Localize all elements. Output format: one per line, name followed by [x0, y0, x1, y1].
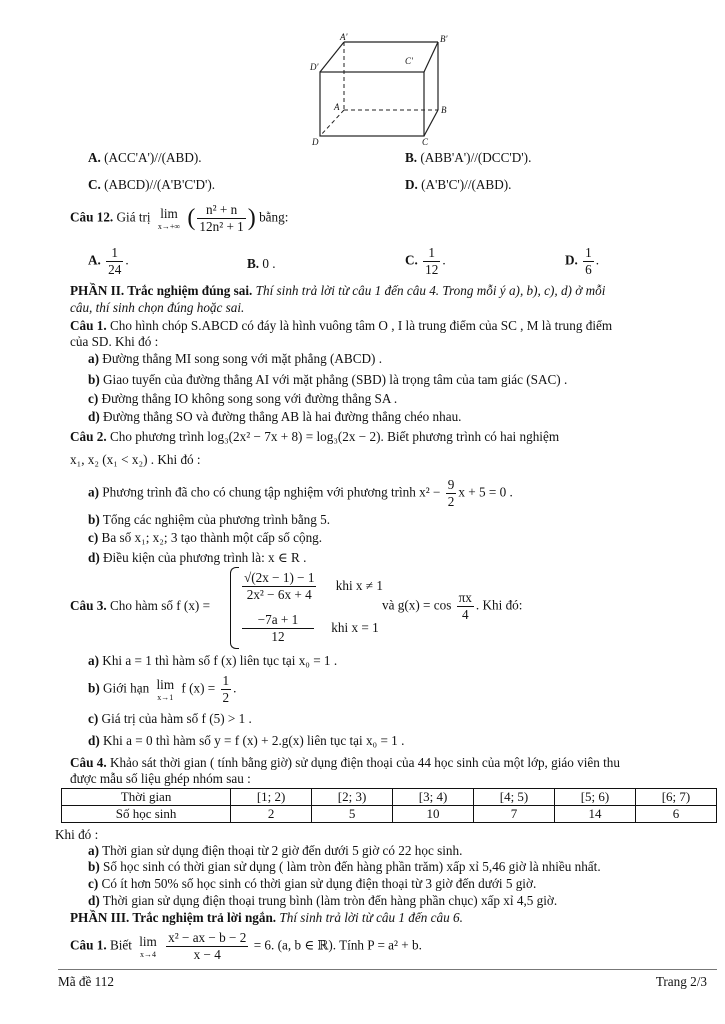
p2q4-statement-b: b) Số học sinh có thời gian sử dụng ( làm tròn đến hàng phần trăm) xấp xỉ 5,46 giờ là nhiều nhất.: [88, 859, 601, 874]
vertex-label: D: [312, 137, 319, 147]
table-cell: 5: [312, 806, 393, 823]
table-cell: Số học sinh: [62, 806, 231, 823]
table-header-cell: [2; 3): [312, 789, 393, 806]
cube-hidden-edge: [320, 110, 344, 136]
table-cell: 6: [635, 806, 716, 823]
footer-divider: [58, 969, 717, 970]
p2q1-statement-c: c) Đường thẳng IO không song song với đường thẳng SA .: [88, 391, 398, 406]
p2q3-statement-d: d) Khi a = 0 thì hàm số y = f (x) + 2.g(x) liên tục tại x₀ = 1 .: [88, 733, 405, 748]
part2-heading: PHẦN II. Trắc nghiệm đúng sai. Thí sinh trả lời từ câu 1 đến câu 4. Trong mỗi ý a), b), c), d) ở mỗi: [70, 283, 606, 298]
vertex-label: A': [340, 32, 348, 42]
q12-option-d: D. $\frac{1}{6}$ .: [565, 245, 600, 277]
table-header-cell: Thời gian: [62, 789, 231, 806]
piecewise-case-2: $\frac{-7a + 1}{12}$ khi x = 1: [240, 612, 379, 645]
p2-question-2-cont: x₁, x₂ (x₁ < x₂) . Khi đó :: [70, 452, 201, 467]
table-header-cell: [1; 2): [231, 789, 312, 806]
table-cell: 10: [393, 806, 474, 823]
q12-option-b: B. 0 .: [247, 256, 276, 271]
p2-question-4: Câu 4. Khảo sát thời gian ( tính bằng giờ) sử dụng điện thoại của 44 học sinh của một lớp, giáo viên thu: [70, 755, 620, 770]
table-header-row: [62, 789, 717, 806]
khi-do-label: Khi đó :: [55, 827, 99, 842]
p2-question-1-cont: của SD. Khi đó :: [70, 334, 159, 349]
part3-heading: PHẦN III. Trắc nghiệm trả lời ngắn. Thí sinh trả lời từ câu 1 đến câu 6.: [70, 910, 463, 925]
g-function: và g(x) = cos $\frac{\pi x}{4}$ . Khi đó:: [382, 590, 523, 622]
p2q2-statement-a: a) Phương trình đã cho có chung tập nghiệm với phương trình x² − $\frac{9}{2}$ x + 5 = 0 .: [88, 477, 513, 509]
cube-figure: [300, 30, 460, 148]
exam-code: Mã đề 112: [58, 974, 114, 989]
q12-option-a: A. $\frac{1}{24}$ .: [88, 245, 129, 277]
part2-instructions: câu, thí sinh chọn đúng hoặc sai.: [70, 300, 245, 315]
vertex-label: C: [422, 137, 429, 147]
p2q1-statement-a: a) Đường thẳng MI song song với mặt phẳng (ABCD) .: [88, 351, 382, 366]
vertex-label: D': [310, 62, 319, 72]
table-header-cell: [3; 4): [393, 789, 474, 806]
p2q3-statement-a: a) Khi a = 1 thì hàm số f (x) liên tục tại x₀ = 1 .: [88, 653, 338, 668]
question-12: Câu 12. Giá trị lim x→+∞ ( $\frac{\text{n² + n}}{\text{12n² + 1}}$ ) bằng:: [70, 202, 289, 234]
page-number: Trang 2/3: [655, 974, 707, 989]
p2-question-2: Câu 2. Cho phương trình log₃(2x² − 7x + 8) = log₃(2x − 2). Biết phương trình có hai nghiệm: [70, 429, 560, 444]
q11-option-b: B. (ABB'A')//(DCC'D').: [405, 150, 532, 165]
table-header-cell: [5; 6): [554, 789, 635, 806]
p2q3-statement-c: c) Giá trị của hàm số f (5) > 1 .: [88, 711, 252, 726]
p2q2-statement-d: d) Điều kiện của phương trình là: x ∈ R .: [88, 550, 307, 565]
cube-edge: [424, 110, 438, 136]
p3-question-1: Câu 1. Biết lim x→4 $\frac{\text{x² − ax − b − 2}}{x - 4}$ = 6. (a, b ∈ ℝ). Tính P = a² + b.: [70, 930, 422, 962]
table-row: [62, 806, 717, 823]
p2q1-statement-d: d) Đường thẳng SO và đường thẳng AB là hai đường thẳng chéo nhau.: [88, 409, 462, 424]
piecewise-brace: [230, 567, 239, 649]
table-header-cell: [6; 7): [635, 789, 716, 806]
vertex-label: B': [440, 34, 448, 44]
vertex-label: C': [405, 56, 413, 66]
p2q4-statement-a: a) Thời gian sử dụng điện thoại từ 2 giờ đến dưới 5 giờ có 22 học sinh.: [88, 843, 463, 858]
q11-option-a: A. (ACC'A')//(ABD).: [88, 150, 202, 165]
p2q4-statement-c: c) Có ít hơn 50% số học sinh có thời gian sử dụng điện thoại từ 3 giờ đến dưới 5 giờ.: [88, 876, 537, 891]
p2q1-statement-b: b) Giao tuyến của đường thẳng AI với mặt phẳng (SBD) là trọng tâm của tam giác (SAC) .: [88, 372, 568, 387]
piecewise-case-1: $\frac{√(2x - 1) - 1}{\text{2x² − 6x + 4}}$ khi x ≠ 1: [244, 570, 383, 602]
table-cell: 7: [474, 806, 555, 823]
vertex-label: B: [441, 105, 447, 115]
table-cell: 14: [554, 806, 635, 823]
p2q2-statement-c: c) Ba số x₁; x₂; 3 tạo thành một cấp số cộng.: [88, 530, 323, 545]
table-cell: 2: [231, 806, 312, 823]
p2q3-statement-b: b) Giới hạn lim x→1 f (x) = $\frac{1}{2}$ .: [88, 673, 237, 705]
cube-edge: [424, 42, 438, 72]
q11-option-c: C. (ABCD)//(A'B'C'D').: [88, 177, 216, 192]
q11-option-d: D. (A'B'C')//(ABD).: [405, 177, 512, 192]
p2-question-3: Câu 3. Cho hàm số f (x) =: [70, 598, 211, 613]
q12-option-c: C. $\frac{1}{12}$ .: [405, 245, 446, 277]
frequency-table: [61, 788, 717, 823]
p2q4-statement-d: d) Thời gian sử dụng điện thoại trung bình (làm tròn đến hàng phần chục) xấp xỉ 4,5 giờ.: [88, 893, 558, 908]
table-header-cell: [4; 5): [474, 789, 555, 806]
p2q2-statement-b: b) Tổng các nghiệm của phương trình bằng 5.: [88, 512, 331, 527]
p2-question-1: Câu 1. Cho hình chóp S.ABCD có đáy là hình vuông tâm O , I là trung điểm của SC , M là trung điểm: [70, 318, 613, 333]
vertex-label: A: [334, 102, 340, 112]
p2-question-4-cont: được mẫu số liệu ghép nhóm sau :: [70, 771, 251, 786]
cube-edge: [320, 42, 344, 72]
